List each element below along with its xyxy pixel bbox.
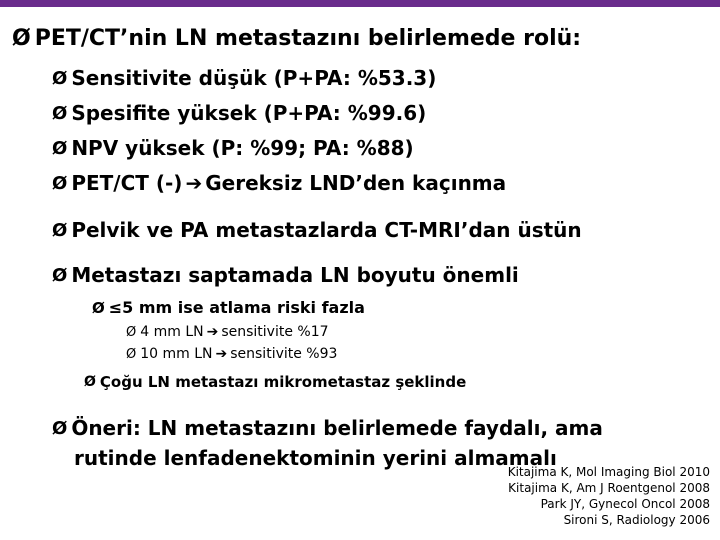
sub-sub-text-post: sensitivite %93 [230,346,338,362]
bullet-text-pre: PET/CT (-) [71,171,183,195]
bullet-arrow-icon: Ø [126,324,137,340]
bullet-item [52,218,582,242]
right-arrow-icon: ➔ [185,171,203,195]
bullet-item [52,171,506,195]
bullet-arrow-icon: Ø [52,67,68,89]
bullet-arrow-icon: Ø [52,102,68,124]
bullet-arrow-icon: Ø [52,417,68,439]
sub-bullet-item [84,373,466,391]
bullet-text: Sensitivite düşük (P+PA: %53.3) [71,66,437,90]
sub-sub-text-pre: 10 mm LN [140,346,213,362]
bullet-text: Öneri: LN metastazını belirlemede faydalı, ama [71,416,603,440]
top-accent-bar [0,0,720,7]
sub-bullet-text: ≤5 mm ise atlama riski fazla [108,298,365,317]
bullet-item [52,101,426,125]
sub-sub-bullet-item [126,346,337,362]
reference-line: Park JY, Gynecol Oncol 2008 [540,497,710,511]
bullet-arrow-icon: Ø [12,26,31,51]
references [508,464,710,528]
bullet-item [52,416,603,440]
sub-sub-bullet-item [126,324,329,340]
sub-sub-text-pre: 4 mm LN [140,324,204,340]
bullet-text-post: Gereksiz LND’den kaçınma [205,171,507,195]
reference-line: Kitajima K, Am J Roentgenol 2008 [508,481,710,495]
bullet-arrow-icon: Ø [52,264,68,286]
sub-sub-text-post: sensitivite %17 [221,324,329,340]
bullet-text: Pelvik ve PA metastazlarda CT-MRI’dan üstün [71,218,582,242]
sub-bullet-text: Çoğu LN metastazı mikrometastaz şeklinde [99,373,467,391]
bullet-arrow-icon: Ø [52,137,68,159]
reference-line: Sironi S, Radiology 2006 [563,513,710,527]
bullet-arrow-icon: Ø [52,219,68,241]
bullet-item [52,66,436,90]
bullet-continuation-text: rutinde lenfadenektominin yerini almamalı [74,446,557,470]
right-arrow-icon: ➔ [206,324,219,340]
right-arrow-icon: ➔ [215,346,228,362]
reference-line: Kitajima K, Mol Imaging Biol 2010 [507,465,710,479]
bullet-item [52,263,519,287]
slide-title-text: PET/CT’nin LN metastazını belirlemede rolü: [34,26,582,51]
bullet-arrow-icon: Ø [52,172,68,194]
bullet-text: Spesifite yüksek (P+PA: %99.6) [71,101,427,125]
sub-bullet-item [92,298,365,317]
bullet-text: NPV yüksek (P: %99; PA: %88) [71,136,414,160]
bullet-arrow-icon: Ø [126,346,137,362]
slide-title [12,26,581,51]
bullet-arrow-icon: Ø [92,298,105,317]
bullet-text: Metastazı saptamada LN boyutu önemli [71,263,519,287]
bullet-arrow-icon: Ø [84,374,96,390]
bullet-item [52,136,414,160]
